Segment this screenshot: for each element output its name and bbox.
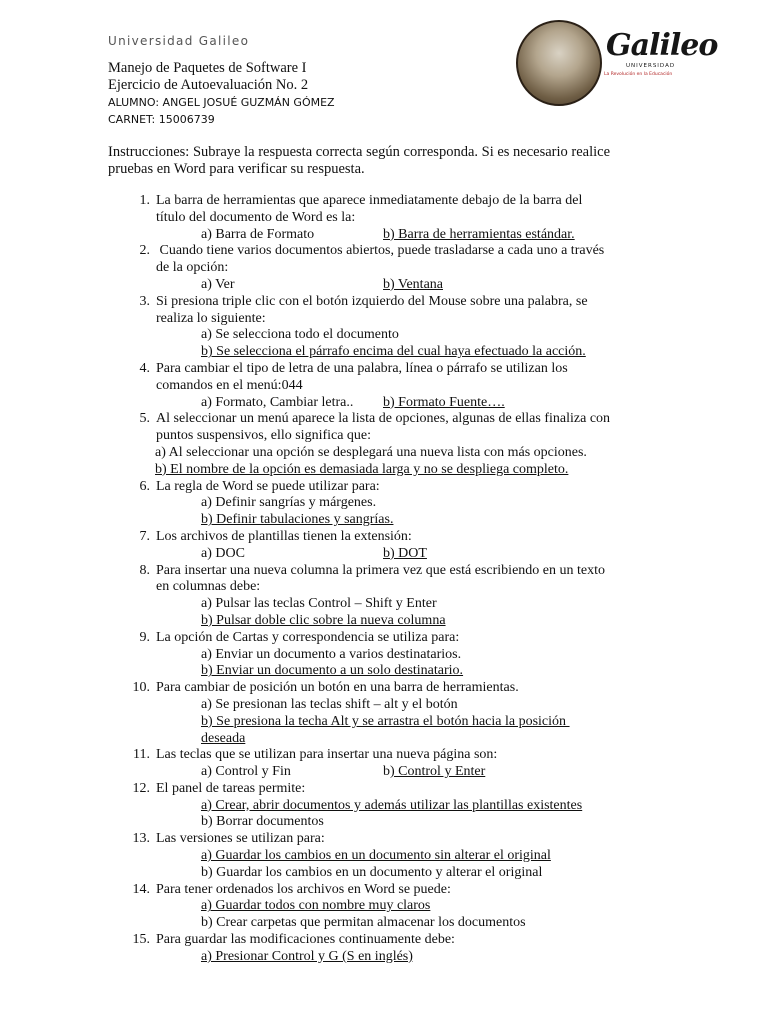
question-14 [108, 882, 668, 932]
option-b: b) Crear carpetas que permitan almacenar los documentos [201, 915, 526, 931]
question-text: Al seleccionar un menú aparece la lista de opciones, algunas de ellas finaliza con [156, 411, 611, 427]
option-a-underlined: a) Presionar Control y G (S en inglés) [201, 948, 413, 964]
question-text: La opción de Cartas y correspondencia se utiliza para: [156, 629, 460, 645]
question-list [108, 193, 668, 966]
exercise-title: Ejercicio de Autoevaluación No. 2 [108, 76, 309, 93]
option-a: a) Formato, Cambiar letra.. [201, 394, 354, 410]
question-number: 4. [139, 360, 150, 376]
question-text: Para guardar las modificaciones continuamente debe: [156, 932, 455, 948]
question-13 [108, 831, 668, 881]
option-b-underlined: b) El nombre de la opción es demasiada larga y no se despliega completo. [155, 461, 569, 477]
question-text: La regla de Word se puede utilizar para: [156, 478, 380, 494]
question-number: 15. [132, 932, 150, 948]
question-text-cont: título del documento de Word es la: [156, 209, 356, 225]
option-a: a) Enviar un documento a varios destinatarios. [201, 646, 462, 662]
question-text-cont: de la opción: [156, 260, 229, 276]
option-a: a) Definir sangrías y márgenes. [201, 495, 377, 511]
answer-options [201, 227, 668, 244]
option-b: b) Borrar documentos [201, 814, 324, 830]
question-number: 13. [132, 831, 150, 847]
question-text: Las teclas que se utilizan para insertar una nueva página son: [156, 747, 498, 763]
question-text-cont: comandos en el menú:044 [156, 377, 303, 393]
logo-tagline: La Revolución en la Educación [604, 72, 673, 77]
question-number: 5. [139, 411, 150, 427]
option-a: a) Control y Fin [201, 764, 291, 780]
question-number: 1. [139, 193, 150, 208]
question-text: Para tener ordenados los archivos en Word se puede: [156, 881, 451, 897]
question-1 [108, 193, 668, 243]
option-a: a) Ver [201, 276, 235, 292]
instructions [108, 144, 668, 178]
option-b-letter: b [383, 764, 390, 780]
option-a-underlined: a) Crear, abrir documentos y además utilizar las plantillas existentes [201, 797, 583, 813]
student-info [108, 94, 335, 128]
answer-options [201, 277, 668, 294]
option-b-underlined-cont: deseada [201, 730, 246, 746]
option-b-underlined: b) Se selecciona el párrafo encima del cual haya efectuado la acción. [201, 344, 586, 360]
option-b-underlined: b) Enviar un documento a un solo destinatario. [201, 663, 464, 679]
document-title-block [108, 60, 308, 93]
option-a: a) Se selecciona todo el documento [201, 327, 399, 343]
question-number: 12. [132, 780, 150, 796]
option-b-underlined: b) Formato Fuente…. [383, 394, 505, 410]
question-6 [108, 479, 668, 529]
course-title: Manejo de Paquetes de Software I [108, 60, 307, 76]
option-a: a) DOC [201, 545, 245, 561]
option-a: a) Se presionan las teclas shift – alt y el botón [201, 696, 458, 712]
logo-wordmark: Galileo [606, 28, 718, 63]
question-text-cont: realiza lo siguiente: [156, 310, 266, 326]
option-b-underlined: b) Ventana [383, 276, 443, 292]
question-number: 2. [139, 243, 150, 259]
answer-options [201, 764, 668, 781]
question-number: 14. [132, 881, 150, 897]
question-number: 9. [139, 629, 150, 645]
question-number: 7. [139, 528, 150, 544]
question-text: La barra de herramientas que aparece inmediatamente debajo de la barra del [156, 193, 583, 208]
question-number: 6. [139, 478, 150, 494]
question-text: Para cambiar el tipo de letra de una palabra, línea o párrafo se utilizan los [156, 360, 568, 376]
question-7 [108, 529, 668, 563]
option-b-underlined: ) Control y Enter [390, 764, 486, 780]
option-b-underlined: b) Pulsar doble clic sobre la nueva columna [201, 612, 446, 628]
question-text: Los archivos de plantillas tienen la extensión: [156, 528, 412, 544]
question-9 [108, 630, 668, 680]
option-b-underlined: b) Se presiona la techa Alt y se arrastra el botón hacia la posición [201, 713, 570, 729]
option-b-underlined: b) DOT [383, 545, 427, 561]
option-a-underlined: a) Guardar todos con nombre muy claros [201, 898, 431, 914]
question-number: 10. [132, 680, 150, 696]
question-text-cont: en columnas debe: [156, 579, 261, 595]
question-number: 8. [139, 562, 150, 578]
question-number: 3. [139, 293, 150, 309]
option-b: b) Guardar los cambios en un documento y alterar el original [201, 864, 543, 880]
answer-options [201, 546, 668, 563]
option-a: a) Pulsar las teclas Control – Shift y Enter [201, 596, 437, 612]
galileo-portrait-icon [516, 20, 602, 106]
logo-subtitle: UNIVERSIDAD [626, 63, 676, 69]
answer-options [201, 395, 668, 412]
galileo-logo [516, 20, 718, 104]
question-text: Para insertar una nueva columna la primera vez que está escribiendo en un texto [156, 562, 605, 578]
question-10 [108, 680, 668, 747]
question-text: El panel de tareas permite: [156, 780, 306, 796]
question-text: Cuando tiene varios documentos abiertos, puede trasladarse a cada uno a través [156, 243, 605, 259]
instructions-line-1: Instrucciones: Subraye la respuesta correcta según corresponda. Si es necesario realice [108, 144, 611, 160]
question-text-cont: puntos suspensivos, ello significa que: [156, 428, 372, 444]
question-text: Para cambiar de posición un botón en una barra de herramientas. [156, 680, 519, 696]
option-a-underlined: a) Guardar los cambios en un documento sin alterar el original [201, 848, 551, 864]
option-a: a) Al seleccionar una opción se desplegará una nueva lista con más opciones. [155, 444, 587, 460]
question-5 [108, 411, 668, 478]
question-text: Si presiona triple clic con el botón izquierdo del Mouse sobre una palabra, se [156, 293, 588, 309]
option-a: a) Barra de Formato [201, 226, 315, 242]
student-carnet: CARNET: 15006739 [108, 113, 215, 126]
student-name: ALUMNO: ANGEL JOSUÉ GUZMÁN GÓMEZ [108, 96, 335, 109]
university-header: Universidad Galileo [108, 34, 250, 48]
question-3 [108, 294, 668, 361]
option-b-underlined: b) Barra de herramientas estándar. [383, 226, 575, 242]
instructions-line-2: pruebas en Word para verificar su respuesta. [108, 161, 365, 177]
question-8 [108, 563, 668, 630]
question-4 [108, 361, 668, 411]
question-2 [108, 243, 668, 293]
question-11 [108, 747, 668, 781]
question-12 [108, 781, 668, 831]
question-number: 11. [133, 747, 150, 763]
question-15 [108, 932, 668, 966]
option-b-underlined: b) Definir tabulaciones y sangrías. [201, 512, 394, 528]
question-text: Las versiones se utilizan para: [156, 831, 325, 847]
